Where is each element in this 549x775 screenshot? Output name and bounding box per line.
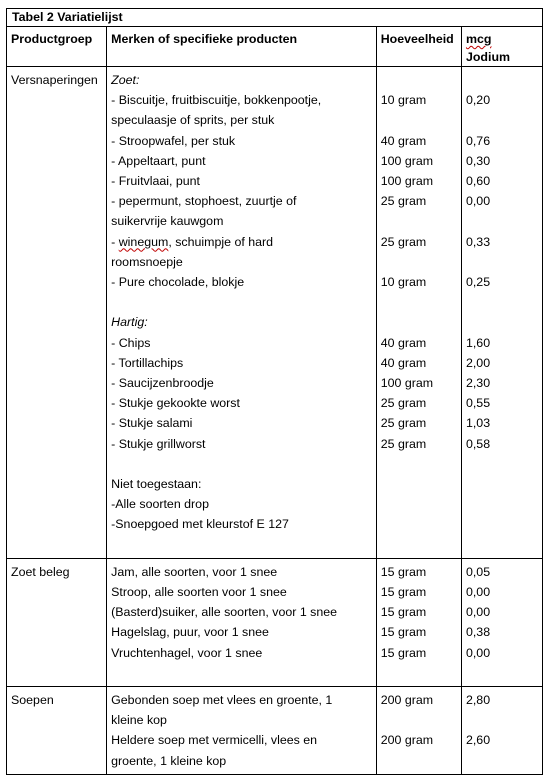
jodium-cell: 2,30 bbox=[465, 375, 491, 390]
list-item: - Fruitvlaai, punt bbox=[111, 174, 200, 189]
jodium-cell: 0,05 bbox=[465, 564, 491, 579]
amount-cell: 40 gram bbox=[380, 335, 427, 350]
amount-cell: 100 gram bbox=[380, 173, 434, 188]
products-versnaperingen bbox=[107, 67, 377, 559]
jodium-cell: 0,58 bbox=[465, 436, 491, 451]
header-merken: Merken of specifieke producten bbox=[107, 27, 377, 67]
jodium-cell: 1,03 bbox=[465, 416, 491, 431]
spacer bbox=[111, 292, 372, 312]
jodium-cell: 2,60 bbox=[465, 733, 491, 748]
header-productgroep: Productgroep bbox=[7, 27, 107, 67]
table-caption: Tabel 2 Variatielijst bbox=[7, 9, 543, 27]
table-header-row bbox=[7, 27, 543, 67]
jodium-cell: 0,00 bbox=[465, 585, 491, 600]
header-mcg: mcg bbox=[465, 32, 492, 46]
spacer bbox=[111, 535, 372, 555]
list-item: - Stroopwafel, per stuk bbox=[111, 133, 236, 148]
spacer bbox=[111, 454, 372, 474]
variatielijst-table bbox=[6, 8, 543, 775]
list-item: - Chips bbox=[111, 335, 151, 350]
list-item: - winegum, schuimpje of hard bbox=[111, 234, 274, 249]
list-item: speculaasje of sprits, per stuk bbox=[111, 113, 275, 128]
header-jodium-label: Jodium bbox=[465, 50, 511, 64]
amount-cell: 10 gram bbox=[380, 93, 427, 108]
section-zoet-beleg bbox=[7, 558, 543, 686]
list-item: Jam, alle soorten, voor 1 snee bbox=[111, 564, 278, 579]
amount-cell: 15 gram bbox=[380, 645, 427, 660]
subheading-hartig: Hartig: bbox=[111, 315, 148, 330]
jodium-cell: 0,60 bbox=[465, 173, 491, 188]
jodium-cell: 2,80 bbox=[465, 693, 491, 708]
list-item: - Pure chocolade, blokje bbox=[111, 275, 245, 290]
spellcheck-word-winegum: winegum bbox=[118, 234, 169, 249]
spacer bbox=[111, 663, 372, 683]
group-soepen: Soepen bbox=[7, 687, 107, 775]
amount-cell: 25 gram bbox=[380, 234, 427, 249]
jodium-cell: 0,33 bbox=[465, 234, 491, 249]
jodium-cell: 0,00 bbox=[465, 194, 491, 209]
list-item: - Biscuitje, fruitbiscuitje, bokkenpootje, bbox=[111, 93, 322, 108]
amounts-soepen bbox=[376, 687, 461, 775]
amount-cell: 15 gram bbox=[380, 585, 427, 600]
list-item: - Appeltaart, punt bbox=[111, 153, 206, 168]
jodium-cell: 1,60 bbox=[465, 335, 491, 350]
products-soepen bbox=[107, 687, 377, 775]
list-item: Gebonden soep met vlees en groente, 1 bbox=[111, 693, 333, 708]
list-item: Hagelslag, puur, voor 1 snee bbox=[111, 625, 269, 640]
amount-cell: 25 gram bbox=[380, 396, 427, 411]
list-item: roomsnoepje bbox=[111, 254, 183, 269]
amount-cell: 10 gram bbox=[380, 274, 427, 289]
values-versnaperingen bbox=[461, 67, 542, 559]
section-versnaperingen bbox=[7, 67, 543, 559]
amount-cell: 15 gram bbox=[380, 564, 427, 579]
jodium-cell: 0,76 bbox=[465, 133, 491, 148]
amount-cell: 15 gram bbox=[380, 605, 427, 620]
list-item: suikervrije kauwgom bbox=[111, 214, 224, 229]
table-caption-row bbox=[7, 9, 543, 27]
list-item: - Tortillachips bbox=[111, 355, 184, 370]
amount-cell: 25 gram bbox=[380, 436, 427, 451]
list-item: (Basterd)suiker, alle soorten, voor 1 snee bbox=[111, 605, 338, 620]
header-jodium bbox=[461, 27, 542, 67]
list-item: groente, 1 kleine kop bbox=[111, 753, 227, 768]
jodium-cell: 0,25 bbox=[465, 274, 491, 289]
jodium-cell: 0,55 bbox=[465, 396, 491, 411]
amount-cell: 25 gram bbox=[380, 416, 427, 431]
values-zoet-beleg bbox=[461, 558, 542, 686]
jodium-cell: 2,00 bbox=[465, 355, 491, 370]
jodium-cell: 0,38 bbox=[465, 625, 491, 640]
not-allowed-title: Niet toegestaan: bbox=[111, 477, 202, 492]
amount-cell: 200 gram bbox=[380, 693, 434, 708]
jodium-cell: 0,20 bbox=[465, 93, 491, 108]
amount-cell: 200 gram bbox=[380, 733, 434, 748]
subheading-zoet: Zoet: bbox=[111, 73, 140, 87]
list-item: - pepermunt, stophoest, zuurtje of bbox=[111, 194, 297, 209]
amount-cell: 25 gram bbox=[380, 194, 427, 209]
list-item: - Stukje gekookte worst bbox=[111, 396, 240, 411]
group-zoet-beleg: Zoet beleg bbox=[7, 558, 107, 686]
amounts-zoet-beleg bbox=[376, 558, 461, 686]
list-item: Heldere soep met vermicelli, vlees en bbox=[111, 733, 318, 748]
amount-cell: 100 gram bbox=[380, 375, 434, 390]
section-soepen bbox=[7, 687, 543, 775]
jodium-cell: 0,00 bbox=[465, 645, 491, 660]
list-item: - Stukje salami bbox=[111, 416, 193, 431]
not-allowed-item: -Snoepgoed met kleurstof E 127 bbox=[111, 517, 289, 532]
amount-cell: 100 gram bbox=[380, 153, 434, 168]
values-soepen bbox=[461, 687, 542, 775]
jodium-cell: 0,30 bbox=[465, 153, 491, 168]
jodium-cell: 0,00 bbox=[465, 605, 491, 620]
list-item: - Saucijzenbroodje bbox=[111, 376, 214, 391]
variatielijst-document bbox=[6, 8, 543, 775]
amount-cell: 15 gram bbox=[380, 625, 427, 640]
header-hoeveelheid: Hoeveelheid bbox=[376, 27, 461, 67]
amount-cell: 40 gram bbox=[380, 133, 427, 148]
list-item: Stroop, alle soorten voor 1 snee bbox=[111, 585, 287, 600]
list-item: kleine kop bbox=[111, 713, 167, 728]
not-allowed-item: -Alle soorten drop bbox=[111, 497, 209, 512]
group-versnaperingen: Versnaperingen bbox=[7, 67, 107, 559]
amounts-versnaperingen bbox=[376, 67, 461, 559]
list-item: Vruchtenhagel, voor 1 snee bbox=[111, 645, 263, 660]
amount-cell: 40 gram bbox=[380, 355, 427, 370]
list-item: - Stukje grillworst bbox=[111, 436, 206, 451]
products-zoet-beleg bbox=[107, 558, 377, 686]
